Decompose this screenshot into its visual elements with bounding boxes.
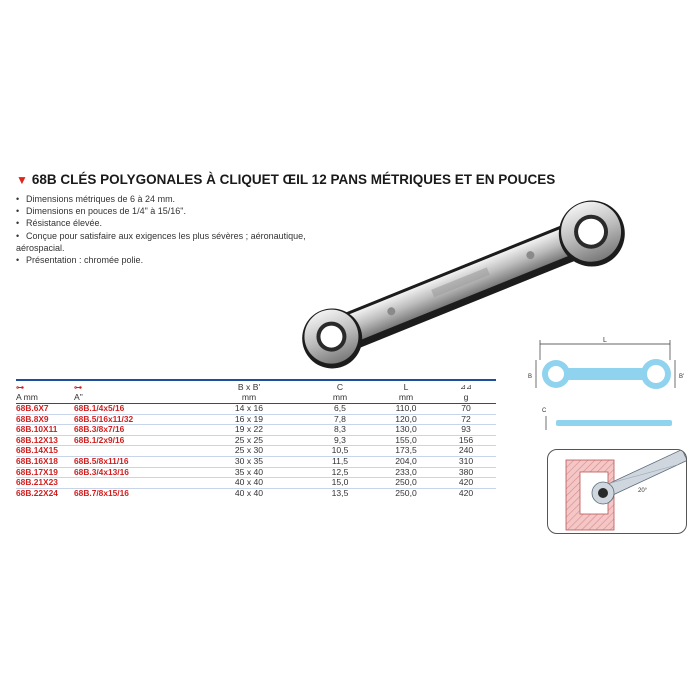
bxb-header: B x B' bbox=[194, 380, 304, 393]
dimension-l-label: L bbox=[603, 337, 607, 344]
product-title bbox=[16, 172, 555, 187]
ref-inch-icon-header bbox=[74, 380, 194, 393]
bxb-unit: mm bbox=[194, 393, 304, 404]
table-row: 68B.8X9 68B.5/16x11/32 16 x 19 7,8 120,0 72 bbox=[16, 414, 496, 425]
angle-label: 20° bbox=[638, 488, 648, 494]
dimension-c-label: C bbox=[542, 408, 547, 414]
table-row: 68B.12X13 68B.1/2x9/16 25 x 25 9,3 155,0 156 bbox=[16, 435, 496, 446]
c-unit: mm bbox=[304, 393, 376, 404]
feature-list bbox=[16, 193, 336, 266]
l-unit: mm bbox=[376, 393, 436, 404]
l-header: L bbox=[376, 380, 436, 393]
feature-item: • Dimensions métriques de 6 à 24 mm. bbox=[16, 194, 176, 204]
dimension-b-label: B bbox=[527, 374, 532, 380]
table-row: 68B.16X18 68B.5/8x11/16 30 x 35 11,5 204,0 310 bbox=[16, 456, 496, 467]
table-row: 68B.21X23 40 x 40 15,0 250,0 420 bbox=[16, 478, 496, 489]
spec-table bbox=[16, 379, 496, 498]
feature-item: • Présentation : chromée polie. bbox=[16, 255, 144, 266]
table-header-row bbox=[16, 380, 496, 393]
feature-item: • Résistance élevée. bbox=[16, 218, 103, 229]
table-subheader-row bbox=[16, 393, 496, 404]
a-inch-header: A" bbox=[74, 393, 194, 404]
table-row: 68B.14X15 25 x 30 10,5 173,5 240 bbox=[16, 446, 496, 457]
feature-item: • Dimensions en pouces de 1/4" à 15/16". bbox=[16, 206, 186, 217]
ref-mm-icon-header bbox=[16, 380, 74, 393]
a-mm-header: A mm bbox=[16, 393, 74, 404]
table-row: 68B.10X11 68B.3/8x7/16 19 x 22 8,3 130,0 93 bbox=[16, 425, 496, 436]
wrench-dimension-diagram bbox=[508, 330, 688, 440]
dimension-b2-label: B' bbox=[679, 374, 685, 380]
product-title-text: 68B CLÉS POLYGONALES À CLIQUET ŒIL 12 PANS MÉTRIQUES ET EN POUCES bbox=[31, 172, 556, 187]
table-row: 68B.22X24 68B.7/8x15/16 40 x 40 13,5 250,0 420 bbox=[16, 487, 474, 498]
usage-diagram bbox=[548, 450, 687, 534]
key-icon: ⊶ bbox=[74, 382, 82, 392]
weight-header bbox=[436, 380, 496, 393]
weight-unit: g bbox=[436, 393, 496, 404]
weight-icon: ⊿⊿ bbox=[460, 384, 472, 391]
table-row: 68B.17X19 68B.3/4x13/16 35 x 40 12,5 233,0 380 bbox=[16, 467, 496, 478]
c-header: C bbox=[304, 380, 376, 393]
key-icon: ⊶ bbox=[16, 382, 24, 392]
triangle-marker-icon: ▼ bbox=[16, 173, 28, 187]
usage-detail-illustration bbox=[547, 449, 687, 534]
table-row: 68B.6X7 68B.1/4x5/16 14 x 16 6,5 110,0 70 bbox=[16, 404, 496, 415]
feature-item: • Conçue pour satisfaire aux exigences les plus sévères ; aéronautique, aérospacial. bbox=[16, 230, 306, 253]
